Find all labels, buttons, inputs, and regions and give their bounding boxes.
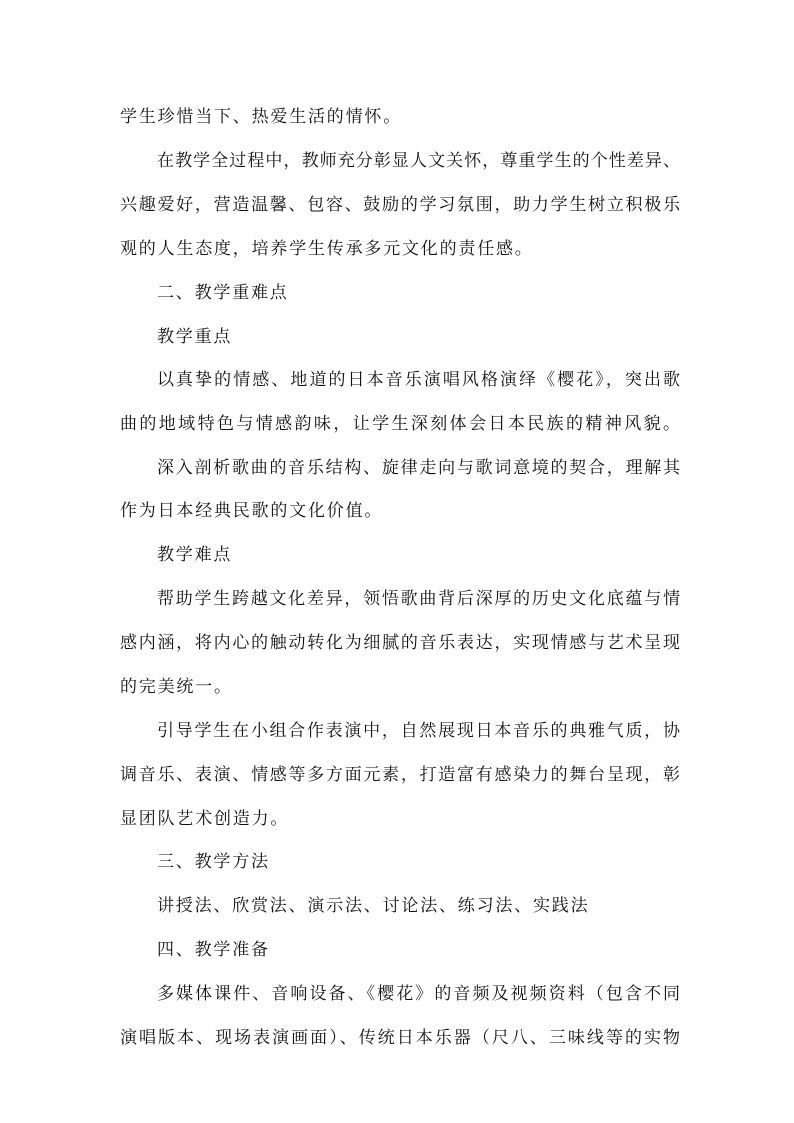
paragraph-line: 曲的地域特色与情感韵味，让学生深刻体会日本民族的精神风貌。	[120, 414, 680, 434]
section-heading: 二、教学重难点	[157, 283, 289, 303]
section-heading: 三、教学方法	[157, 852, 270, 872]
paragraph-line: 演唱版本、现场表演画面）、传统日本乐器（尺八、三味线等的实物	[120, 1028, 680, 1048]
paragraph-line: 多媒体课件、音响设备、《樱花》的音频及视频资料（包含不同	[157, 984, 680, 1004]
paragraph-line: 调音乐、表演、情感等多方面元素，打造富有感染力的舞台呈现，彰	[120, 765, 680, 785]
paragraph-line: 讲授法、欣赏法、演示法、讨论法、练习法、实践法	[157, 896, 590, 916]
paragraph-line: 显团队艺术创造力。	[120, 809, 290, 829]
paragraph-line: 学生珍惜当下、热爱生活的情怀。	[120, 107, 402, 127]
paragraph-line: 感内涵，将内心的触动转化为细腻的音乐表达，实现情感与艺术呈现	[120, 633, 680, 653]
paragraph-line: 在教学全过程中，教师充分彰显人文关怀，尊重学生的个性差异、	[157, 151, 680, 171]
paragraph-line: 观的人生态度，培养学生传承多元文化的责任感。	[120, 239, 534, 259]
subsection-heading: 教学重点	[157, 327, 233, 347]
subsection-heading: 教学难点	[157, 545, 233, 565]
paragraph-line: 深入剖析歌曲的音乐结构、旋律走向与歌词意境的契合，理解其	[157, 458, 680, 478]
paragraph-line: 的完美统一。	[120, 677, 233, 697]
paragraph-line: 引导学生在小组合作表演中，自然展现日本音乐的典雅气质，协	[157, 721, 680, 741]
paragraph-line: 帮助学生跨越文化差异，领悟歌曲背后深厚的历史文化底蕴与情	[157, 589, 680, 609]
section-heading: 四、教学准备	[157, 940, 270, 960]
paragraph-line: 兴趣爱好，营造温馨、包容、鼓励的学习氛围，助力学生树立积极乐	[120, 195, 680, 215]
paragraph-line: 作为日本经典民歌的文化价值。	[120, 501, 384, 521]
paragraph-line: 以真挚的情感、地道的日本音乐演唱风格演绎《樱花》，突出歌	[157, 370, 680, 390]
